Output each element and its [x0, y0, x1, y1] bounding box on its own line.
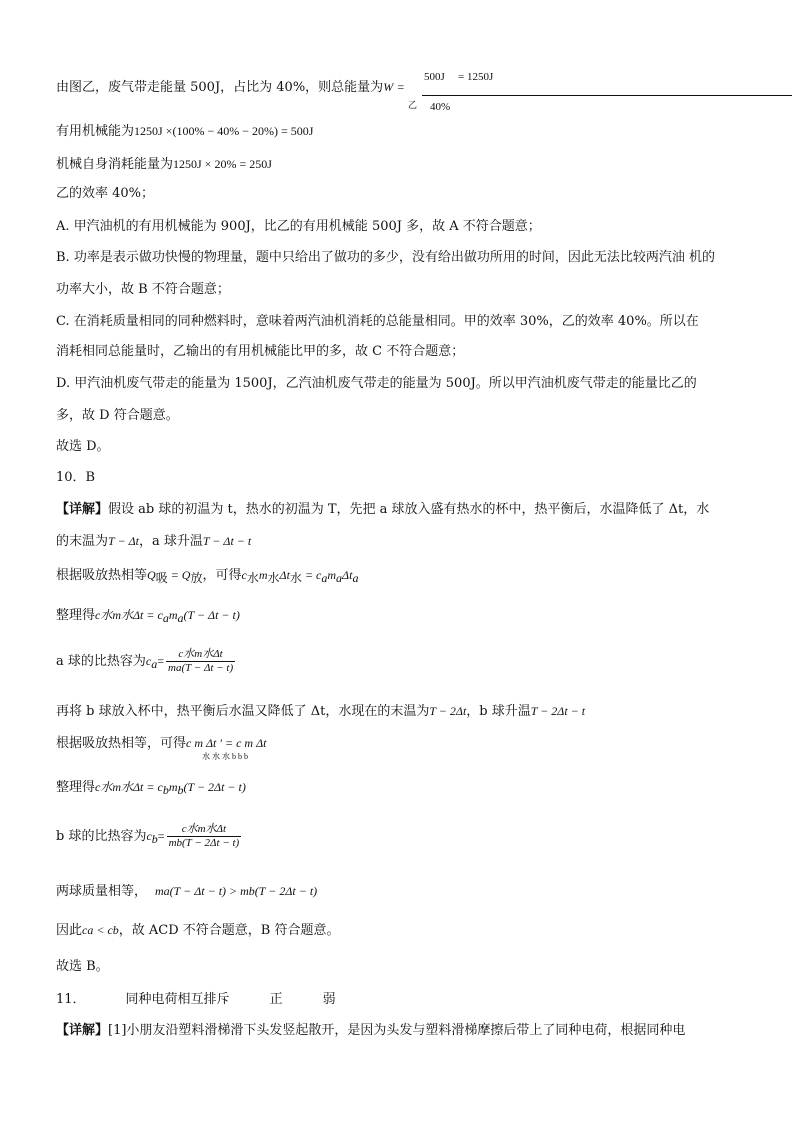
fraction-rule — [422, 95, 792, 96]
subscript: a — [352, 571, 359, 585]
subscript: a — [336, 571, 343, 585]
subscript: 水 — [267, 571, 280, 585]
subscript: b — [162, 783, 169, 797]
subscript: 放 — [190, 571, 203, 585]
math: (T − Δt − t) — [183, 608, 240, 622]
math: ma(T − Δt − t) > mb(T − 2Δt − t) — [155, 884, 318, 898]
math: c — [145, 654, 152, 668]
detail-tag: 【详解】 — [56, 502, 109, 517]
text: 再将 b 球放入杯中，热平衡后水温又降低了 Δt，水现在的末温为 — [56, 704, 430, 719]
detail-tag: 【详解】 — [56, 1023, 109, 1038]
math: m — [258, 568, 268, 582]
option-a: A. 甲汽油机的有用机械能为 900J，比乙的有用机械能 500J 多，故 A 不符合题意； — [56, 219, 541, 234]
math: T − 2Δt − t — [530, 704, 586, 718]
line-conclusion — [56, 921, 339, 940]
answer-blank-2: 正 — [269, 992, 283, 1007]
math: c水m水Δt = c — [95, 780, 163, 794]
text: 假设 ab 球的初温为 t，热水的初温为 T，先把 a 球放入盛有热水的杯中，热平衡后，水温降低了 Δt，水 — [108, 502, 710, 517]
math: c m Δt ′ = c m Δt — [186, 736, 267, 750]
text: 两球质量相等， — [56, 884, 148, 899]
math: m — [327, 568, 337, 582]
math: = c — [301, 568, 322, 582]
line-simplify-a — [56, 606, 240, 627]
answer-9: 故选 D。 — [56, 439, 110, 454]
subscript: b — [151, 832, 158, 846]
text: b 球的比热容为 — [56, 829, 147, 844]
text: 机械自身消耗能量为 — [56, 157, 174, 172]
text: ，b 球升温 — [466, 704, 531, 719]
numerator: c水m水Δt — [181, 823, 227, 835]
subscript: 水 — [246, 571, 259, 585]
math: m — [168, 608, 178, 622]
question-number: 11． — [56, 992, 86, 1007]
line-water-final — [56, 532, 251, 551]
line-self-consume — [56, 155, 272, 174]
option-b-cont: 功率大小，故 B 不符合题意； — [56, 282, 230, 297]
line-specific-heat-b — [56, 823, 243, 850]
question-11-answers — [56, 991, 336, 1009]
math-expression: T − Δt — [108, 534, 139, 548]
math: (T − 2Δt − t) — [183, 780, 246, 794]
line-mass-compare — [56, 882, 317, 901]
option-c-cont: 消耗相同总能量时，乙输出的有用机械能比甲的多，故 C 不符合题意； — [56, 344, 465, 359]
subscript: b — [177, 783, 184, 797]
math: c — [146, 829, 152, 843]
math: ca < cb — [82, 923, 119, 937]
subscript: 吸 — [155, 571, 168, 585]
math: T − 2Δt — [429, 704, 467, 718]
text: ，故 ACD 不符合题意，B 符合题意。 — [118, 923, 340, 938]
text: 整理得 — [56, 608, 96, 623]
answer-blank-1: 同种电荷相互排斥 — [125, 992, 230, 1007]
text: a 球的比热容为 — [56, 654, 146, 669]
math: Δt — [342, 568, 353, 582]
line-efficiency: 乙的效率 40%； — [56, 186, 155, 201]
line-specific-heat-a — [56, 648, 237, 675]
math-w: W — [383, 80, 394, 94]
line-detail-11 — [56, 1022, 685, 1040]
fraction-numerator: 500J — [424, 71, 445, 83]
math-eq: = — [157, 654, 164, 668]
subscript: a — [162, 611, 169, 625]
fraction-result: = 1250J — [458, 71, 494, 83]
text: ，a 球升温 — [138, 534, 203, 549]
math-expression: 1250J ×(100% − 40% − 20%) = 500J — [134, 124, 314, 138]
option-c: C. 在消耗质量相同的同种燃料时，意味着两汽油机消耗的总能量相同。甲的效率 30%，乙的效率 40%。所以在 — [56, 314, 699, 329]
text: 由图乙，废气带走能量 500J，占比为 40%，则总能量为 — [56, 80, 384, 95]
fraction-denominator: 40% — [430, 101, 451, 113]
text: 整理得 — [56, 780, 96, 795]
text: 的末温为 — [56, 534, 109, 549]
math: c水m水Δt = c — [95, 608, 163, 622]
math: c — [241, 568, 247, 582]
subscript: a — [151, 657, 158, 671]
subscripts: 水 水 水 b b b — [202, 752, 248, 761]
math-eq: = — [157, 829, 165, 843]
line-detail-10 — [56, 501, 709, 519]
question-10-answer: 10．B — [56, 470, 96, 485]
text: ，可得 — [202, 568, 242, 583]
text: 有用机械能为 — [56, 124, 135, 139]
subscript: a — [321, 571, 328, 585]
denominator: ma(T − Δt − t) — [168, 662, 234, 674]
math: Δt — [279, 568, 290, 582]
fraction — [167, 823, 242, 850]
line-total-energy — [56, 78, 404, 97]
option-d-cont: 多，故 D 符合题意。 — [56, 408, 179, 423]
math-expression: T − Δt − t — [202, 534, 252, 548]
text: [1]小朋友沿塑料滑梯滑下头发竖起散开，是因为头发与塑料滑梯摩擦后带上了同种电荷，根据同种电 — [108, 1023, 686, 1038]
option-d: D. 甲汽油机废气带走的能量为 1500J，乙汽油机废气带走的能量为 500J。所以甲汽油机废气带走的能量比乙的 — [56, 376, 697, 391]
answer-blank-3: 弱 — [322, 992, 336, 1007]
text: 根据吸放热相等 — [56, 568, 148, 583]
line-useful-energy — [56, 122, 313, 141]
numerator: c水m水Δt — [178, 648, 223, 660]
denominator: mb(T − 2Δt − t) — [168, 837, 240, 849]
line-simplify-b — [56, 778, 246, 799]
answer-10: 故选 B。 — [56, 959, 109, 974]
text: 根据吸放热相等，可得 — [56, 736, 187, 751]
math-q: = Q — [167, 568, 191, 582]
math-eq: = — [397, 80, 405, 94]
math-q: Q — [147, 568, 156, 582]
subscript-yi: 乙 — [408, 100, 418, 110]
text: 因此 — [56, 923, 83, 938]
math-expression: 1250J × 20% = 250J — [173, 157, 272, 171]
fraction — [166, 648, 235, 675]
option-b: B. 功率是表示做功快慢的物理量，题中只给出了做功的多少，没有给出做功所用的时间，因此无法比较两汽油 机的 — [56, 250, 715, 265]
line-ball-b-intro — [56, 702, 585, 721]
subscript: 水 — [289, 571, 302, 585]
subscript: a — [177, 611, 184, 625]
math: m — [168, 780, 178, 794]
line-heat-balance-a — [56, 566, 358, 587]
